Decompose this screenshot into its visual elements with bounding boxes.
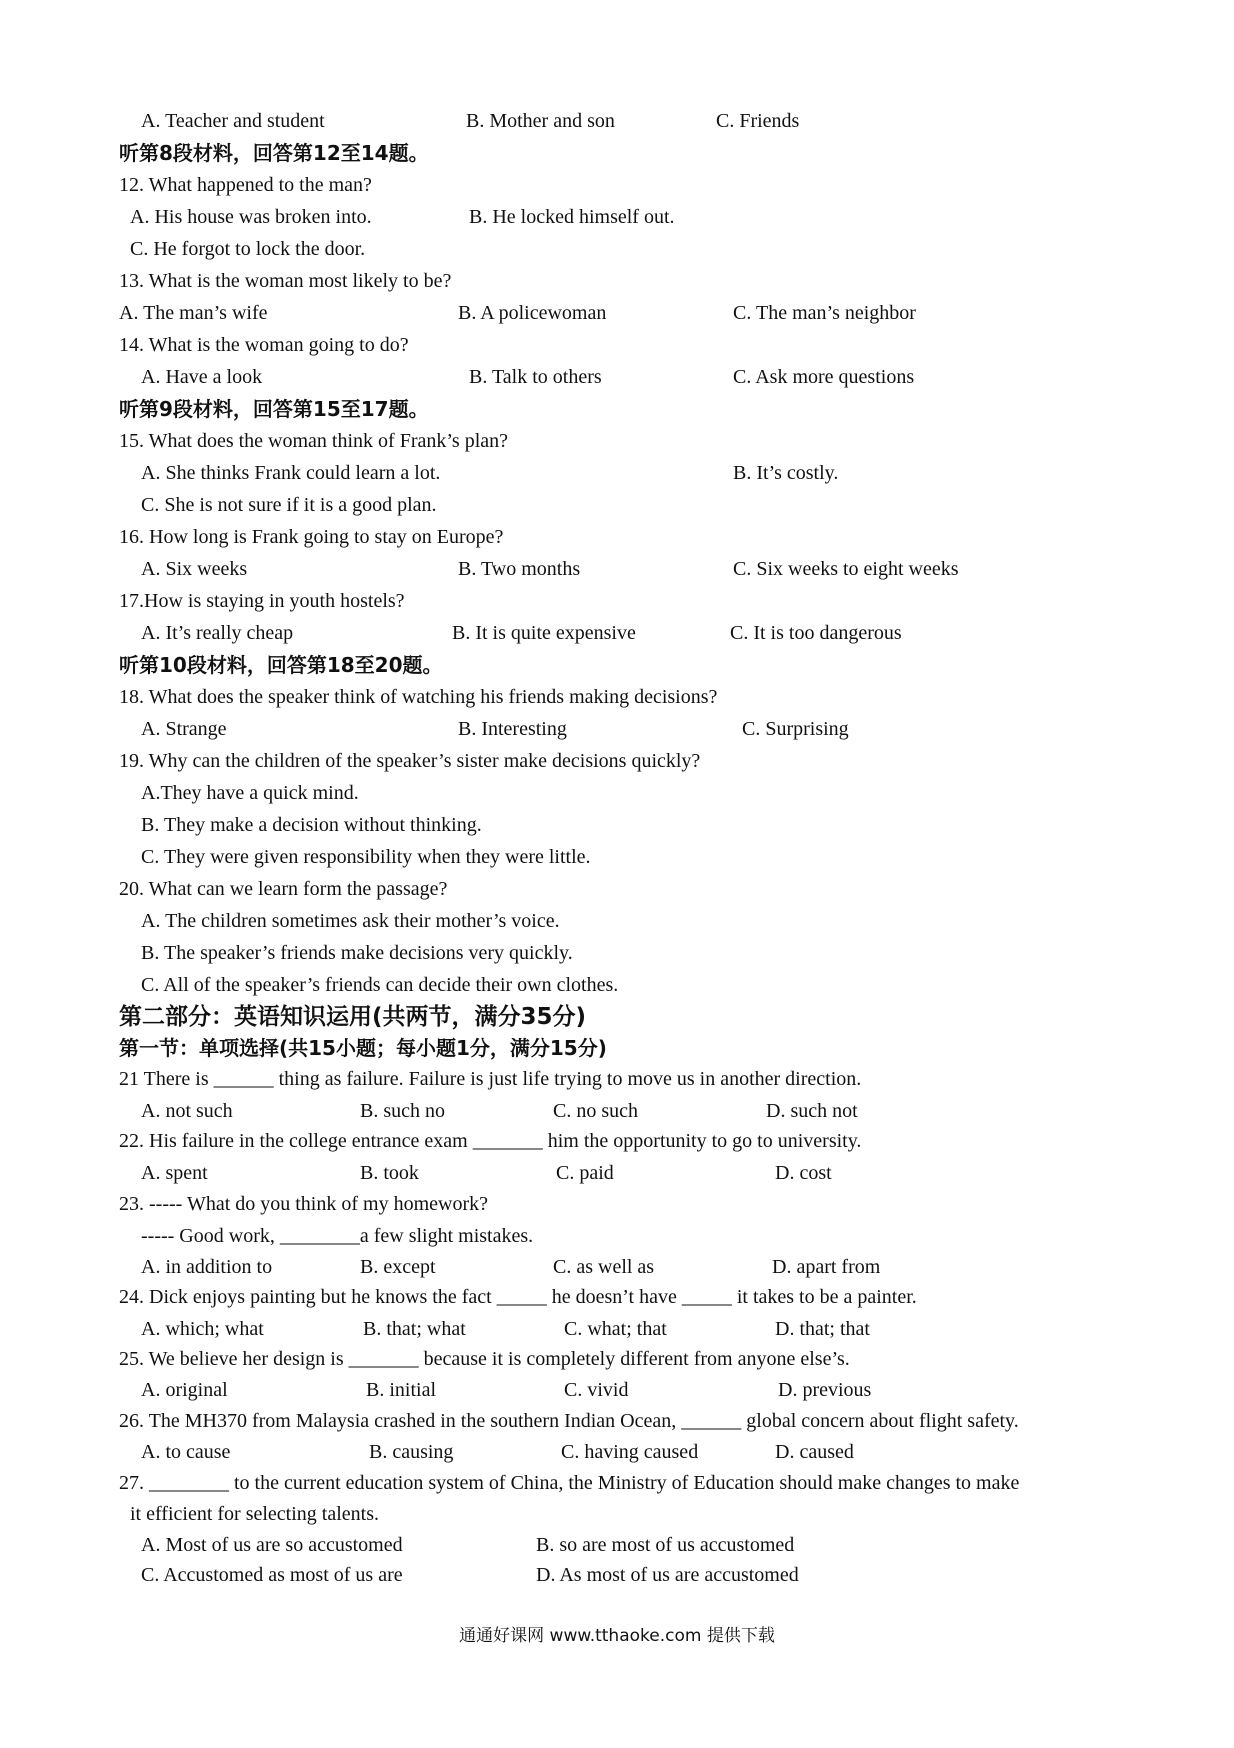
question-line — [0, 682, 1234, 712]
answer-option: C. It is too dangerous — [730, 622, 902, 644]
question-text: 16. How long is Frank going to stay on Europe? — [119, 526, 504, 548]
answer-option: B. except — [360, 1256, 436, 1278]
answer-option: A. Have a look — [141, 366, 263, 388]
answer-options-line — [0, 202, 1234, 232]
answer-option: A. She thinks Frank could learn a lot. — [141, 462, 441, 484]
question-line — [0, 1189, 1234, 1219]
answer-option: A.They have a quick mind. — [141, 782, 359, 804]
answer-option: B. He locked himself out. — [469, 206, 675, 228]
question-line — [0, 1499, 1234, 1529]
answer-options-line — [0, 970, 1234, 1000]
answer-option: B. initial — [366, 1379, 436, 1401]
answer-options-line — [0, 1158, 1234, 1188]
answer-options-line — [0, 1314, 1234, 1344]
answer-option: C. Friends — [716, 110, 800, 132]
answer-options-line — [0, 458, 1234, 488]
answer-options-line — [0, 554, 1234, 584]
question-text: 22. His failure in the college entrance exam _______ him the opportunity to go to university. — [119, 1130, 862, 1152]
question-line — [0, 1406, 1234, 1436]
question-line — [0, 1468, 1234, 1498]
answer-option: C. what; that — [564, 1318, 667, 1340]
page-footer: 通通好课网 www.tthaoke.com 提供下载 — [459, 1626, 775, 1646]
answer-option: A. in addition to — [141, 1256, 273, 1278]
question-line — [0, 266, 1234, 296]
answer-option: A. not such — [141, 1100, 233, 1122]
answer-option: B. They make a decision without thinking. — [141, 814, 482, 836]
question-text: 25. We believe her design is _______ because it is completely different from anyone else’s. — [119, 1348, 850, 1370]
question-text: 24. Dick enjoys painting but he knows the fact _____ he doesn’t have _____ it takes to be a painter. — [119, 1286, 917, 1308]
answer-option: C. vivid — [564, 1379, 629, 1401]
answer-option: C. All of the speaker’s friends can decide their own clothes. — [141, 974, 619, 996]
question-text: 14. What is the woman going to do? — [119, 334, 409, 356]
answer-option: C. The man’s neighbor — [733, 302, 916, 324]
section-heading-text: 第一节：单项选择(共15小题；每小题1分，满分15分) — [119, 1036, 607, 1060]
section-heading-text: 听第9段材料，回答第15至17题。 — [119, 397, 429, 421]
answer-option: B. Interesting — [458, 718, 567, 740]
answer-option: D. such not — [766, 1100, 858, 1122]
answer-options-line — [0, 906, 1234, 936]
answer-options-line — [0, 1221, 1234, 1251]
question-text: 13. What is the woman most likely to be? — [119, 270, 452, 292]
question-line — [0, 522, 1234, 552]
answer-options-line — [0, 618, 1234, 648]
answer-option: C. He forgot to lock the door. — [130, 238, 366, 260]
question-text: 18. What does the speaker think of watching his friends making decisions? — [119, 686, 718, 708]
section-heading — [0, 1033, 1234, 1063]
answer-options-line — [0, 842, 1234, 872]
answer-option: D. that; that — [775, 1318, 870, 1340]
answer-option: B. so are most of us accustomed — [536, 1534, 795, 1556]
answer-option: ----- Good work, ________a few slight mistakes. — [141, 1225, 534, 1247]
answer-option: C. having caused — [561, 1441, 699, 1463]
answer-options-line — [0, 810, 1234, 840]
answer-option: A. Most of us are so accustomed — [141, 1534, 403, 1556]
answer-option: C. paid — [556, 1162, 614, 1184]
answer-options-line — [0, 1375, 1234, 1405]
question-line — [0, 586, 1234, 616]
answer-options-line — [0, 362, 1234, 392]
question-text: 21 There is ______ thing as failure. Failure is just life trying to move us in another direction. — [119, 1068, 862, 1090]
answer-options-line — [0, 490, 1234, 520]
section-heading — [0, 1002, 1234, 1032]
answer-option: B. that; what — [363, 1318, 466, 1340]
answer-option: B. took — [360, 1162, 419, 1184]
answer-options-line — [0, 234, 1234, 264]
answer-option: B. Talk to others — [469, 366, 602, 388]
answer-option: B. It’s costly. — [733, 462, 839, 484]
answer-option: B. causing — [369, 1441, 454, 1463]
answer-option: A. Six weeks — [141, 558, 248, 580]
question-text: 27. ________ to the current education system of China, the Ministry of Education should make changes to make — [119, 1472, 1020, 1494]
answer-option: B. It is quite expensive — [452, 622, 636, 644]
question-line — [0, 1064, 1234, 1094]
question-line — [0, 426, 1234, 456]
answer-options-line — [0, 106, 1234, 136]
question-text: 20. What can we learn form the passage? — [119, 878, 448, 900]
answer-option: B. A policewoman — [458, 302, 607, 324]
answer-option: A. The man’s wife — [119, 302, 268, 324]
answer-option: A. spent — [141, 1162, 208, 1184]
answer-option: B. such no — [360, 1100, 445, 1122]
answer-option: C. Accustomed as most of us are — [141, 1564, 403, 1586]
answer-option: C. They were given responsibility when they were little. — [141, 846, 591, 868]
section-heading — [0, 650, 1234, 680]
answer-options-line — [0, 938, 1234, 968]
answer-option: C. Six weeks to eight weeks — [733, 558, 959, 580]
answer-option: D. cost — [775, 1162, 832, 1184]
answer-option: A. The children sometimes ask their mother’s voice. — [141, 910, 560, 932]
section-heading — [0, 394, 1234, 424]
answer-option: C. Surprising — [742, 718, 849, 740]
question-line — [0, 1282, 1234, 1312]
answer-option: A. original — [141, 1379, 228, 1401]
question-text: 23. ----- What do you think of my homework? — [119, 1193, 488, 1215]
question-line — [0, 1344, 1234, 1374]
answer-option: A. to cause — [141, 1441, 231, 1463]
question-text: 15. What does the woman think of Frank’s plan? — [119, 430, 509, 452]
answer-option: A. His house was broken into. — [130, 206, 372, 228]
answer-options-line — [0, 1560, 1234, 1590]
answer-option: C. no such — [553, 1100, 638, 1122]
section-heading — [0, 138, 1234, 168]
answer-option: D. caused — [775, 1441, 854, 1463]
question-text: 26. The MH370 from Malaysia crashed in the southern Indian Ocean, ______ global concern about flight safety. — [119, 1410, 1019, 1432]
question-text: 19. Why can the children of the speaker’s sister make decisions quickly? — [119, 750, 701, 772]
answer-option: D. apart from — [772, 1256, 881, 1278]
answer-option: B. Mother and son — [466, 110, 615, 132]
answer-options-line — [0, 1530, 1234, 1560]
answer-option: D. previous — [778, 1379, 872, 1401]
question-line — [0, 170, 1234, 200]
answer-option: C. She is not sure if it is a good plan. — [141, 494, 437, 516]
answer-option: B. Two months — [458, 558, 581, 580]
answer-options-line — [0, 778, 1234, 808]
question-text: it efficient for selecting talents. — [130, 1503, 379, 1525]
question-line — [0, 330, 1234, 360]
answer-option: B. The speaker’s friends make decisions very quickly. — [141, 942, 573, 964]
question-text: 12. What happened to the man? — [119, 174, 372, 196]
answer-option: C. Ask more questions — [733, 366, 915, 388]
question-text: 17.How is staying in youth hostels? — [119, 590, 405, 612]
answer-option: A. Strange — [141, 718, 227, 740]
question-line — [0, 1126, 1234, 1156]
question-line — [0, 746, 1234, 776]
answer-options-line — [0, 714, 1234, 744]
section-heading-text: 第二部分：英语知识运用(共两节，满分35分) — [119, 1004, 587, 1030]
answer-option: A. which; what — [141, 1318, 264, 1340]
answer-option: A. Teacher and student — [141, 110, 325, 132]
section-heading-text: 听第10段材料，回答第18至20题。 — [119, 653, 443, 677]
answer-options-line — [0, 1096, 1234, 1126]
question-line — [0, 874, 1234, 904]
answer-option: D. As most of us are accustomed — [536, 1564, 799, 1586]
answer-option: C. as well as — [553, 1256, 655, 1278]
answer-options-line — [0, 1252, 1234, 1282]
answer-option: A. It’s really cheap — [141, 622, 294, 644]
answer-options-line — [0, 1437, 1234, 1467]
answer-options-line — [0, 298, 1234, 328]
section-heading-text: 听第8段材料，回答第12至14题。 — [119, 141, 429, 165]
